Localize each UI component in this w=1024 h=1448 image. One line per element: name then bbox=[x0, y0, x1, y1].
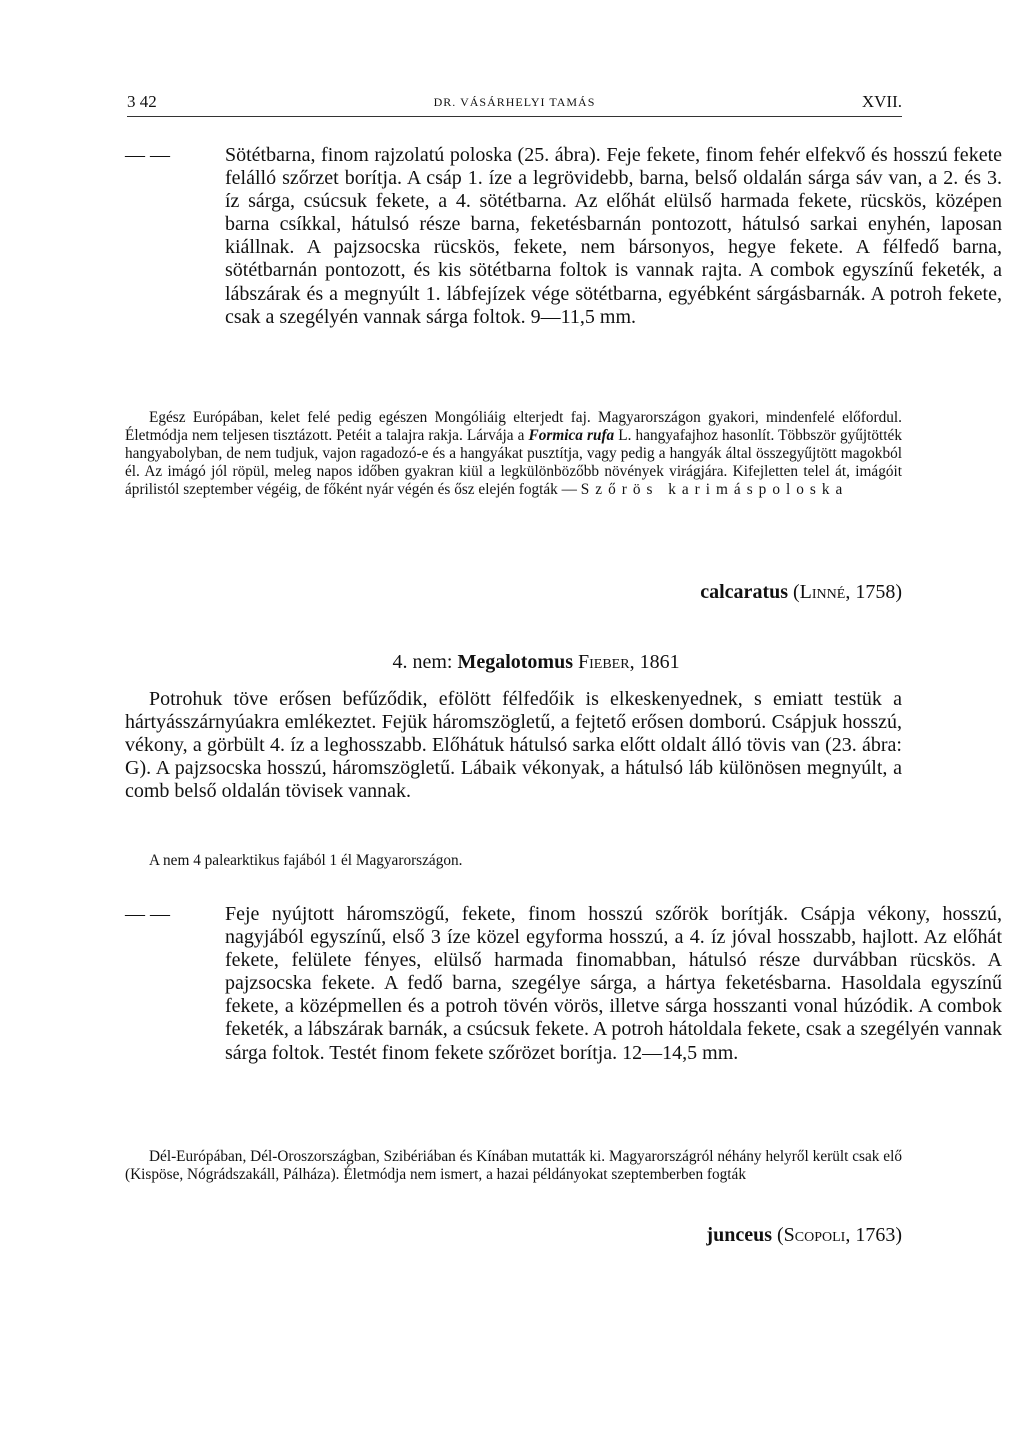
genus-name: Megalotomus bbox=[457, 651, 573, 673]
species-author: (Scopoli, 1763) bbox=[776, 1224, 902, 1246]
genus-author: Fieber bbox=[577, 651, 630, 673]
species-epithet: calcaratus bbox=[700, 581, 789, 603]
running-title: DR. VÁSÁRHELYI TAMÁS bbox=[433, 95, 596, 109]
species-notes-1 bbox=[125, 409, 902, 499]
volume-number: XVII. bbox=[861, 92, 902, 111]
key-dash: — — bbox=[125, 903, 170, 925]
description-text: Sötétbarna, finom rajzolatú poloska (25. ábra). Feje fekete, finom fehér elfekvő és hosszú fekete felálló szőrzet borítja. A csáp 1. íze a legrövidebb, barna, belső oldalán sárga sáv van, a 2. és 3. íz sárga, csúcsuk fekete, a 4. sötétbarna. Az előhát elülső harmada fekete, rücskös, középen barna csíkkal, hátulsó része barna, feketésbarnán pontozott, hátulsó sarkai enyhén, laposan kiállnak. A pajzsocska rücskös, fekete, nem bársonyos, hegye fekete. A félfedő barna, sötétbarnán pontozott, és kis sötétbarna foltok is vannak rajta. A combok egyszínű feketék, a lábszárak és a megnyúlt 1. lábfejízek vége sötétbarna, egyébként sárgásbarnák. A potroh fekete, csak a szegélyén vannak sárga foltok. 9—11,5 mm. bbox=[225, 144, 1002, 328]
notes-text: Egész Európában, kelet felé pedig egészen Mongóliáig elterjedt faj. Magyarországon gyakori, mindenfelé előfordul. Életmódja nem teljesen tisztázott. Petéit a talajra rakja. Lárvája a bbox=[125, 409, 902, 445]
genus-description-text: Potrohuk töve erősen befűződik, efölött félfedőik is elkeskenyednek, s emiatt testük a hártyásszárnyúakra emlékeztet. Fejük háromszögletű, a fejtető erősen domború. Csápjuk hosszú, vékony, a görbült 4. íz a leghosszabb. Előhátuk hátulsó sarka előtt oldalt álló tövis van (23. ábra: G). A pajzsocska hosszú, háromszögletű. Lábaik vékonyak, a hátulsó láb különösen megnyúlt, a comb belső oldalán tövisek vannak. bbox=[125, 688, 902, 803]
species-description-1 bbox=[125, 144, 1002, 329]
notes-text-continued: L. hangyafajhoz hasonlít. Többször gyűjtötték hangyabolyban, de nem tudjuk, vajon ragadozó-e és a hangyákat pusztítja, vagy pedig a hangyák által összegyűjtött magokból él. Az imágó jól röpül, meleg napos időben gyakran kiül a legkülönbözőbb növények virágjára. Kifejletten telel át, imágóit áprilistól szeptember végéig, de főként nyár végén és ősz elején fogták — bbox=[125, 427, 902, 499]
species-description-2 bbox=[125, 903, 1002, 1065]
key-dash: — — bbox=[125, 144, 170, 166]
species-name-1 bbox=[700, 580, 902, 604]
species-notes-2 bbox=[125, 1148, 902, 1184]
running-header bbox=[127, 92, 902, 112]
common-name: Szőrös karimáspoloska bbox=[580, 481, 849, 499]
species-epithet: junceus bbox=[706, 1224, 772, 1246]
notes-text: Dél-Európában, Dél-Oroszországban, Szibériában és Kínában mutatták ki. Magyarországról néhány helyről került csak elő (Kispöse, Nógrádszakáll, Pálháza). Életmódja nem ismert, a hazai példányokat szeptemberben fogták bbox=[125, 1148, 902, 1184]
genus-note bbox=[125, 852, 902, 870]
genus-description bbox=[125, 688, 902, 803]
genus-label: 4. nem: bbox=[392, 651, 458, 673]
italic-taxon: Formica rufa bbox=[528, 427, 615, 445]
species-author: (Linné, 1758) bbox=[793, 581, 902, 603]
header-rule bbox=[127, 116, 902, 117]
genus-heading bbox=[0, 650, 1024, 674]
genus-year: , 1861 bbox=[629, 651, 680, 673]
species-name-2 bbox=[706, 1223, 902, 1247]
description-text: Feje nyújtott háromszögű, fekete, finom hosszú szőrök borítják. Csápja vékony, hosszú, nagyjából egyszínű, első 3 íze közel egyforma hosszú, a 4. íz jóval hosszabb, hajlott. Az előhát fekete, felülete fényes, elülső harmada finomabban, hátulsó része durvábban rücskös. A pajzsocska fekete. A fedő barna, szegélye sárga, a hártya feketésbarna. Hasoldala egyszínű fekete, a középmellen és a potroh tövén vörös, illetve sárga hosszanti vonal húzódik. A combok feketék, a lábszárak barnák, a csúcsuk fekete. A potroh hátoldala fekete, csak a szegélyén vannak sárga foltok. Testét finom fekete szőrözet borítja. 12—14,5 mm. bbox=[225, 903, 1002, 1064]
genus-note-text: A nem 4 palearktikus fajából 1 él Magyarországon. bbox=[149, 852, 463, 869]
page-number: 3 42 bbox=[127, 92, 157, 111]
